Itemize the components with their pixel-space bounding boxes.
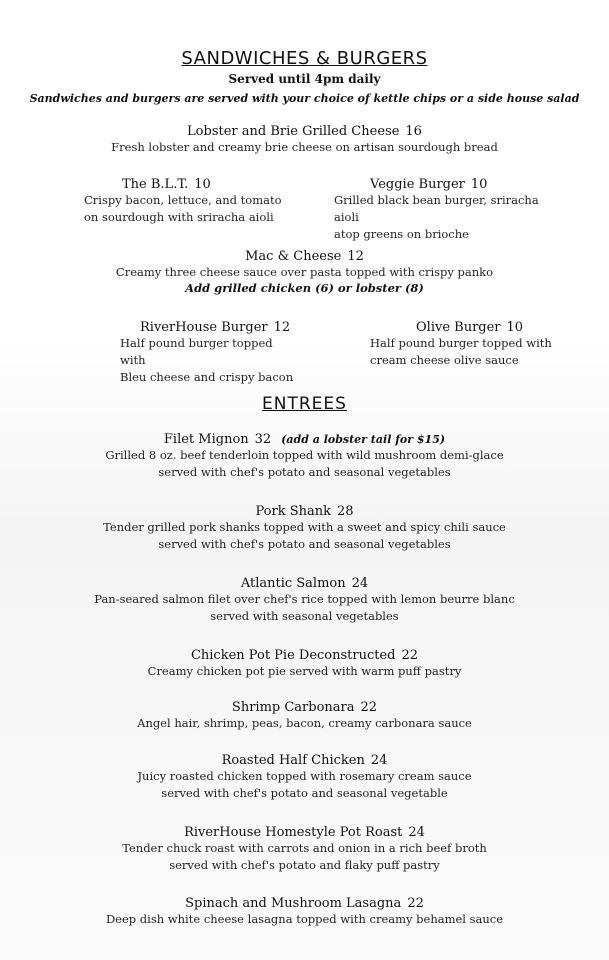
menu-item-filet-mignon [0, 432, 609, 481]
item-price: 10 [194, 177, 211, 192]
menu-item-pot-roast [0, 825, 609, 874]
item-name: Mac & Cheese [245, 249, 342, 264]
item-name: Chicken Pot Pie Deconstructed [190, 648, 396, 663]
menu-item-chicken-pot-pie [0, 648, 609, 680]
item-desc: Fresh lobster and creamy brie cheese on artisan sourdough bread [111, 140, 498, 154]
item-desc: served with chef's potato and seasonal vegetables [158, 465, 451, 479]
item-name: Atlantic Salmon [240, 576, 346, 591]
menu-item-roasted-half-chicken [0, 753, 609, 802]
item-desc: Juicy roasted chicken topped with rosemary cream sauce [137, 769, 472, 783]
item-desc: cream cheese olive sauce [370, 353, 519, 367]
item-desc: Angel hair, shrimp, peas, bacon, creamy carbonara sauce [137, 716, 472, 730]
item-desc: Half pound burger topped with [120, 336, 273, 367]
section-title-sandwiches: SANDWICHES & BURGERS [181, 48, 428, 69]
item-price: 12 [347, 249, 364, 264]
menu-item-atlantic-salmon [0, 576, 609, 625]
menu-item-veggie-burger [334, 177, 554, 243]
item-price: 16 [405, 124, 422, 139]
item-name: RiverHouse Burger [140, 320, 268, 335]
menu-item-shrimp-carbonara [0, 700, 609, 732]
item-desc: atop greens on brioche [334, 227, 469, 241]
item-name: The B.L.T. [122, 177, 189, 192]
item-name: Olive Burger [416, 320, 501, 335]
item-price: 24 [351, 576, 369, 591]
item-desc: Tender chuck roast with carrots and onion in a rich beef broth [122, 841, 487, 855]
item-add-on: (add a lobster tail for $15) [281, 433, 446, 446]
menu-item-blt [84, 177, 294, 226]
item-add-on: Add grilled chicken (6) or lobster (8) [185, 281, 424, 295]
menu-item-lobster-brie [0, 124, 609, 156]
item-desc: Crispy bacon, lettuce, and tomato [84, 193, 282, 207]
item-price: 10 [470, 177, 488, 192]
menu-item-mac-cheese [0, 249, 609, 295]
item-desc: Deep dish white cheese lasagna topped with creamy behamel sauce [105, 912, 504, 926]
item-price: 22 [360, 700, 378, 715]
item-price: 28 [337, 504, 354, 519]
item-desc: Half pound burger topped with [370, 336, 552, 350]
item-desc: Creamy chicken pot pie served with warm puff pastry [147, 664, 462, 678]
item-desc: Creamy three cheese sauce over pasta topped with crispy panko [115, 265, 494, 279]
item-name: Shrimp Carbonara [231, 700, 355, 715]
item-name: Veggie Burger [370, 177, 465, 192]
item-desc: served with chef's potato and flaky puff pastry [169, 858, 440, 872]
item-desc: served with chef's potato and seasonal vegetables [158, 537, 451, 551]
item-name: Filet Mignon [163, 432, 249, 447]
item-price: 32 [254, 432, 272, 447]
item-price: 10 [506, 320, 524, 335]
item-desc: Grilled black bean burger, sriracha aioli [334, 193, 539, 224]
item-desc: Pan-seared salmon filet over chef's rice topped with lemon beurre blanc [94, 592, 515, 606]
item-desc: Grilled 8 oz. beef tenderloin topped with wild mushroom demi-glace [105, 448, 504, 462]
item-desc: Tender grilled pork shanks topped with a sweet and spicy chili sauce [103, 520, 506, 534]
item-price: 12 [273, 320, 291, 335]
item-desc: Bleu cheese and crispy bacon [120, 370, 294, 384]
item-price: 24 [370, 753, 388, 768]
item-name: RiverHouse Homestyle Pot Roast [184, 825, 403, 840]
menu-item-riverhouse-burger [84, 320, 294, 386]
menu-item-pork-shank [0, 504, 609, 553]
item-name: Lobster and Brie Grilled Cheese [187, 124, 400, 139]
item-price: 22 [407, 896, 424, 911]
item-desc: served with chef's potato and seasonal vegetable [161, 786, 448, 800]
item-name: Spinach and Mushroom Lasagna [185, 896, 402, 911]
item-price: 22 [401, 648, 419, 663]
item-price: 24 [408, 825, 425, 840]
section-title-entrees: ENTREES [262, 394, 347, 414]
item-name: Pork Shank [255, 504, 331, 519]
item-desc: served with seasonal vegetables [210, 609, 399, 623]
served-until-note: Served until 4pm daily [228, 72, 381, 86]
side-choice-note: Sandwiches and burgers are served with your choice of kettle chips or a side house salad [29, 92, 580, 105]
menu-item-olive-burger [334, 320, 554, 369]
item-desc: on sourdough with sriracha aioli [84, 210, 274, 224]
menu-item-lasagna [0, 896, 609, 928]
item-name: Roasted Half Chicken [221, 753, 365, 768]
